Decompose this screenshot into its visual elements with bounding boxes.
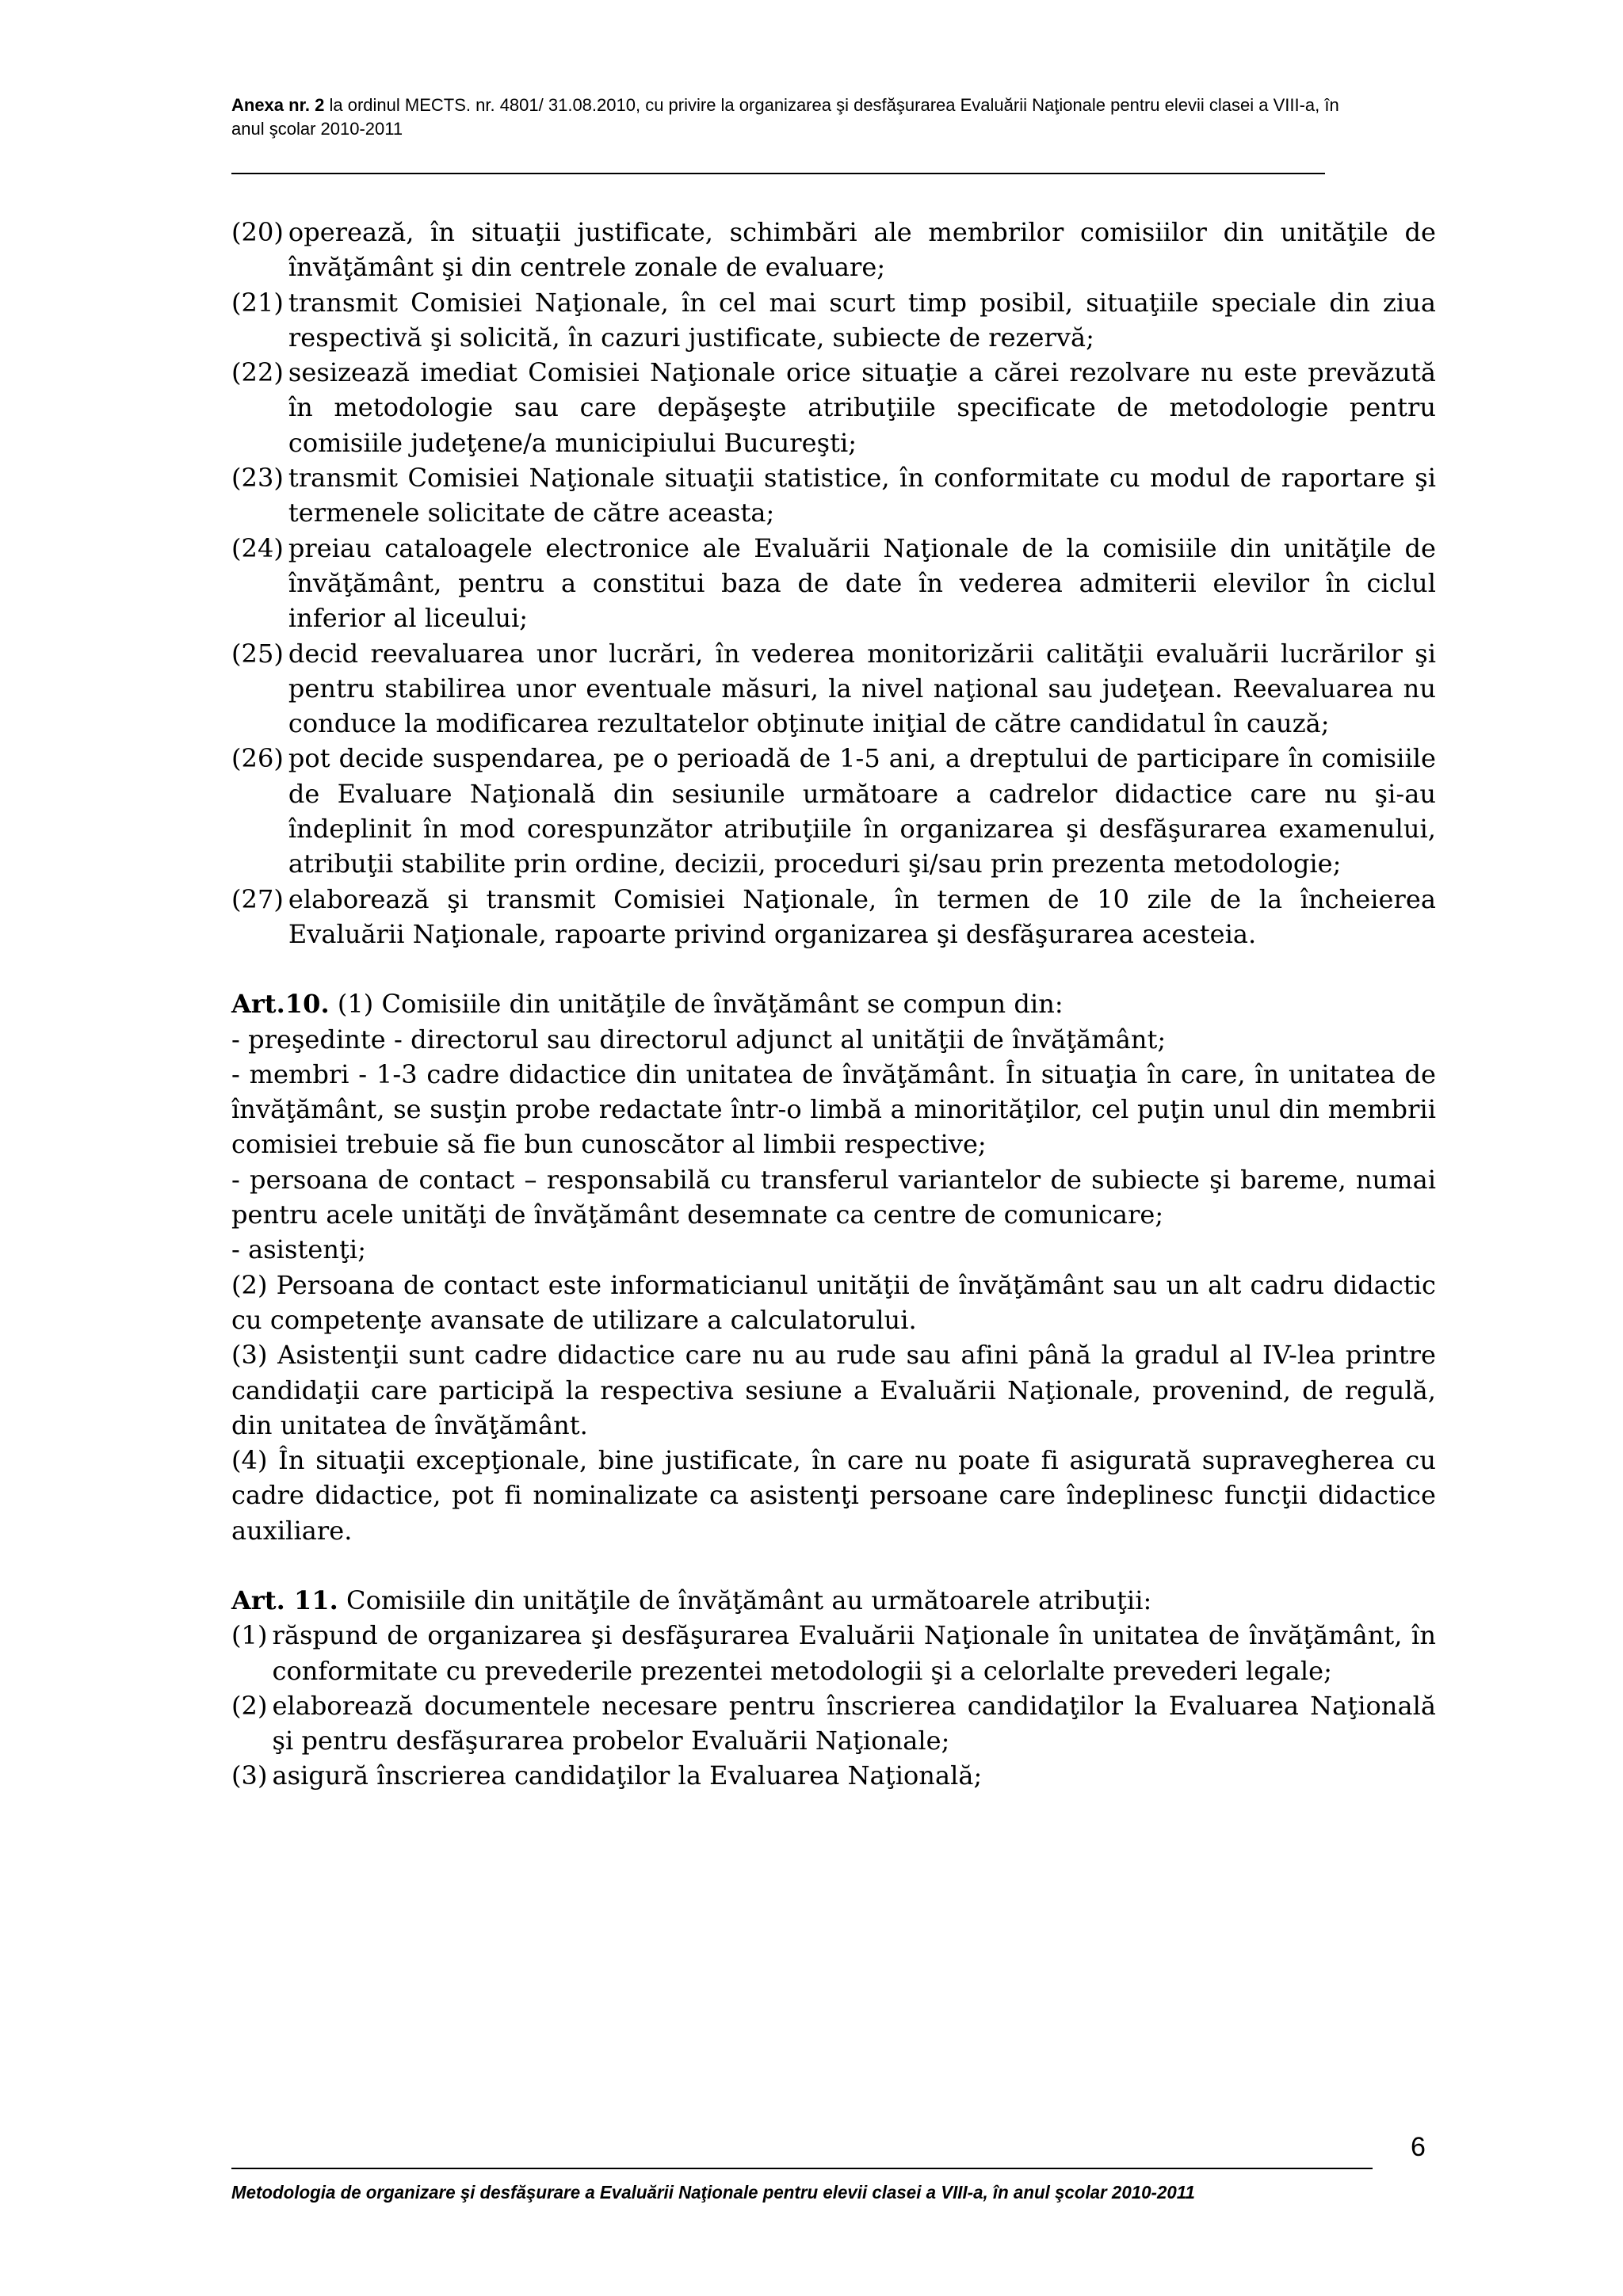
item-text: pot decide suspendarea, pe o perioadă de 1-5 ani, a dreptului de participare în comisiile de Evaluare Naţională din sesiunile următoare a cadrelor didactice care nu şi-au îndeplinit în mod corespunzător atribuţiile în organizarea şi desfăşurarea examenului, atribuţii stabilite prin ordine, decizii, proceduri şi/sau prin prezenta metodologie; <box>288 743 1436 879</box>
article-line: (2) Persoana de contact este informaticianul unităţii de învăţământ sau un alt cadru didactic cu competenţe avansate de utilizare a calculatorului. <box>231 1269 1436 1335</box>
item-text: operează, în situaţii justificate, schimbări ale membrilor comisiilor din unităţile de învăţământ şi din centrele zonale de evaluare; <box>288 217 1436 283</box>
list-item <box>231 1688 1436 1759</box>
article-line: - asistenţi; <box>231 1234 367 1265</box>
item-text: preiau cataloagele electronice ale Evaluării Naţionale de la comisiile din unităţile de învăţământ, pentru a constitui baza de date în vederea admiterii elevilor în ciclul inferior al liceului; <box>288 532 1436 634</box>
article-line: - persoana de contact – responsabilă cu transferul variantelor de subiecte şi bareme, numai pentru acele unităţi de învăţământ desemnate ca centre de comunicare; <box>231 1164 1436 1230</box>
item-text: transmit Comisiei Naţionale, în cel mai scurt timp posibil, situaţiile speciale din ziua respectivă şi solicită, în cazuri justificate, subiecte de rezervă; <box>288 287 1436 353</box>
item-number: (26) <box>231 743 284 774</box>
list-item <box>231 1618 1436 1688</box>
paragraph-spacer <box>231 952 1436 986</box>
item-number: (21) <box>231 287 284 318</box>
header-line-1-text: la ordinul MECTS. nr. 4801/ 31.08.2010, cu privire la organizarea şi desfăşurarea Evaluării Naţionale pentru elevii clasei a VIII-a, în <box>324 95 1339 115</box>
item-text: elaborează şi transmit Comisiei Naţionale, în termen de 10 zile de la încheierea Evaluării Naţionale, rapoarte privind organizarea şi desfăşurarea acesteia. <box>288 883 1436 949</box>
page-header <box>231 93 1436 141</box>
list-item <box>231 741 1436 881</box>
header-line-1 <box>231 93 1436 117</box>
document-body <box>231 215 1436 1794</box>
item-text: decid reevaluarea unor lucrări, în vederea monitorizării calităţii evaluării lucrărilor şi pentru stabilirea unor eventuale măsuri, la nivel naţional sau judeţean. Reevaluarea nu conduce la modificarea rezultatelor obţinute iniţial de către candidatul în cauză; <box>288 638 1436 739</box>
item-number: (27) <box>231 883 284 914</box>
article-10 <box>231 986 1436 1548</box>
item-number: (25) <box>231 638 284 669</box>
list-item <box>231 215 1436 285</box>
article-line: - preşedinte - directorul sau directorul adjunct al unităţii de învăţământ; <box>231 1024 1167 1055</box>
item-number: (22) <box>231 357 284 388</box>
article-label: Art. 11. <box>231 1585 338 1615</box>
item-number: (23) <box>231 463 284 494</box>
item-number: (1) <box>231 1620 268 1651</box>
list-item <box>231 355 1436 460</box>
article-11 <box>231 1583 1436 1794</box>
list-item <box>231 636 1436 742</box>
article-line: (3) Asistenţii sunt cadre didactice care nu au rude sau afini până la gradul al IV-lea printre candidaţii care participă la respectiva sesiune a Evaluării Naţionale, provenind, de regulă, din unitatea de învăţământ. <box>231 1340 1436 1440</box>
item-number: (20) <box>231 217 284 247</box>
footer-divider <box>231 2168 1373 2169</box>
item-number: (24) <box>231 532 284 563</box>
article-intro: Comisiile din unităţile de învăţământ au următoarele atribuţii: <box>338 1585 1152 1615</box>
item-text: transmit Comisiei Naţionale situaţii statistice, în conformitate cu modul de raportare şi termenele solicitate de către aceasta; <box>288 463 1436 528</box>
list-item <box>231 285 1436 356</box>
annex-label: Anexa nr. 2 <box>231 95 325 115</box>
list-item <box>231 882 1436 952</box>
article-line: (4) În situaţii excepţionale, bine justificate, în care nu poate fi asigurată supravegherea cu cadre didactice, pot fi nominalizate ca asistenţi persoane care îndeplinesc funcţii didactice auxiliare. <box>231 1445 1436 1546</box>
list-item <box>231 531 1436 636</box>
item-text: elaborează documentele necesare pentru înscrierea candidaţilor la Evaluarea Naţională şi pentru desfăşurarea probelor Evaluării Naţionale; <box>272 1690 1436 1756</box>
item-text: sesizează imediat Comisiei Naţionale orice situaţie a cărei rezolvare nu este prevăzută în metodologie sau care depăşeşte atribuţiile specificate de metodologie pentru comisiile judeţene/a municipiului Bucureşti; <box>288 357 1436 458</box>
item-number: (3) <box>231 1760 268 1791</box>
article-heading <box>231 1583 1436 1618</box>
header-divider <box>231 173 1325 174</box>
list-item <box>231 460 1436 531</box>
paragraph-spacer <box>231 1548 1436 1583</box>
article-line: - membri - 1-3 cadre didactice din unitatea de învăţământ. În situaţia în care, în unitatea de învăţământ, se susţin probe redactate într-o limbă a minorităţilor, cel puţin unul din membrii comisiei trebuie să fie bun cunoscător al limbii respective; <box>231 1058 1436 1160</box>
article-intro: (1) Comisiile din unităţile de învăţământ se compun din: <box>329 989 1064 1020</box>
page-number: 6 <box>1411 2132 1426 2162</box>
list-item <box>231 1758 1436 1793</box>
item-text: asigură înscrierea candidaţilor la Evaluarea Naţională; <box>272 1760 983 1791</box>
article-heading <box>231 986 1436 1021</box>
footer-text: Metodologia de organizare şi desfăşurare a Evaluării Naţionale pentru elevii clasei a VIII-a, în anul şcolar 2010-2011 <box>231 2182 1195 2203</box>
header-line-2: anul şcolar 2010-2011 <box>231 119 403 139</box>
item-number: (2) <box>231 1690 268 1721</box>
list-items-20-27 <box>231 215 1436 952</box>
item-text: răspund de organizarea şi desfăşurarea Evaluării Naţionale în unitatea de învăţământ, în conformitate cu prevederile prezentei metodologii şi a celorlalte prevederi legale; <box>272 1620 1436 1686</box>
article-label: Art.10. <box>231 989 330 1020</box>
